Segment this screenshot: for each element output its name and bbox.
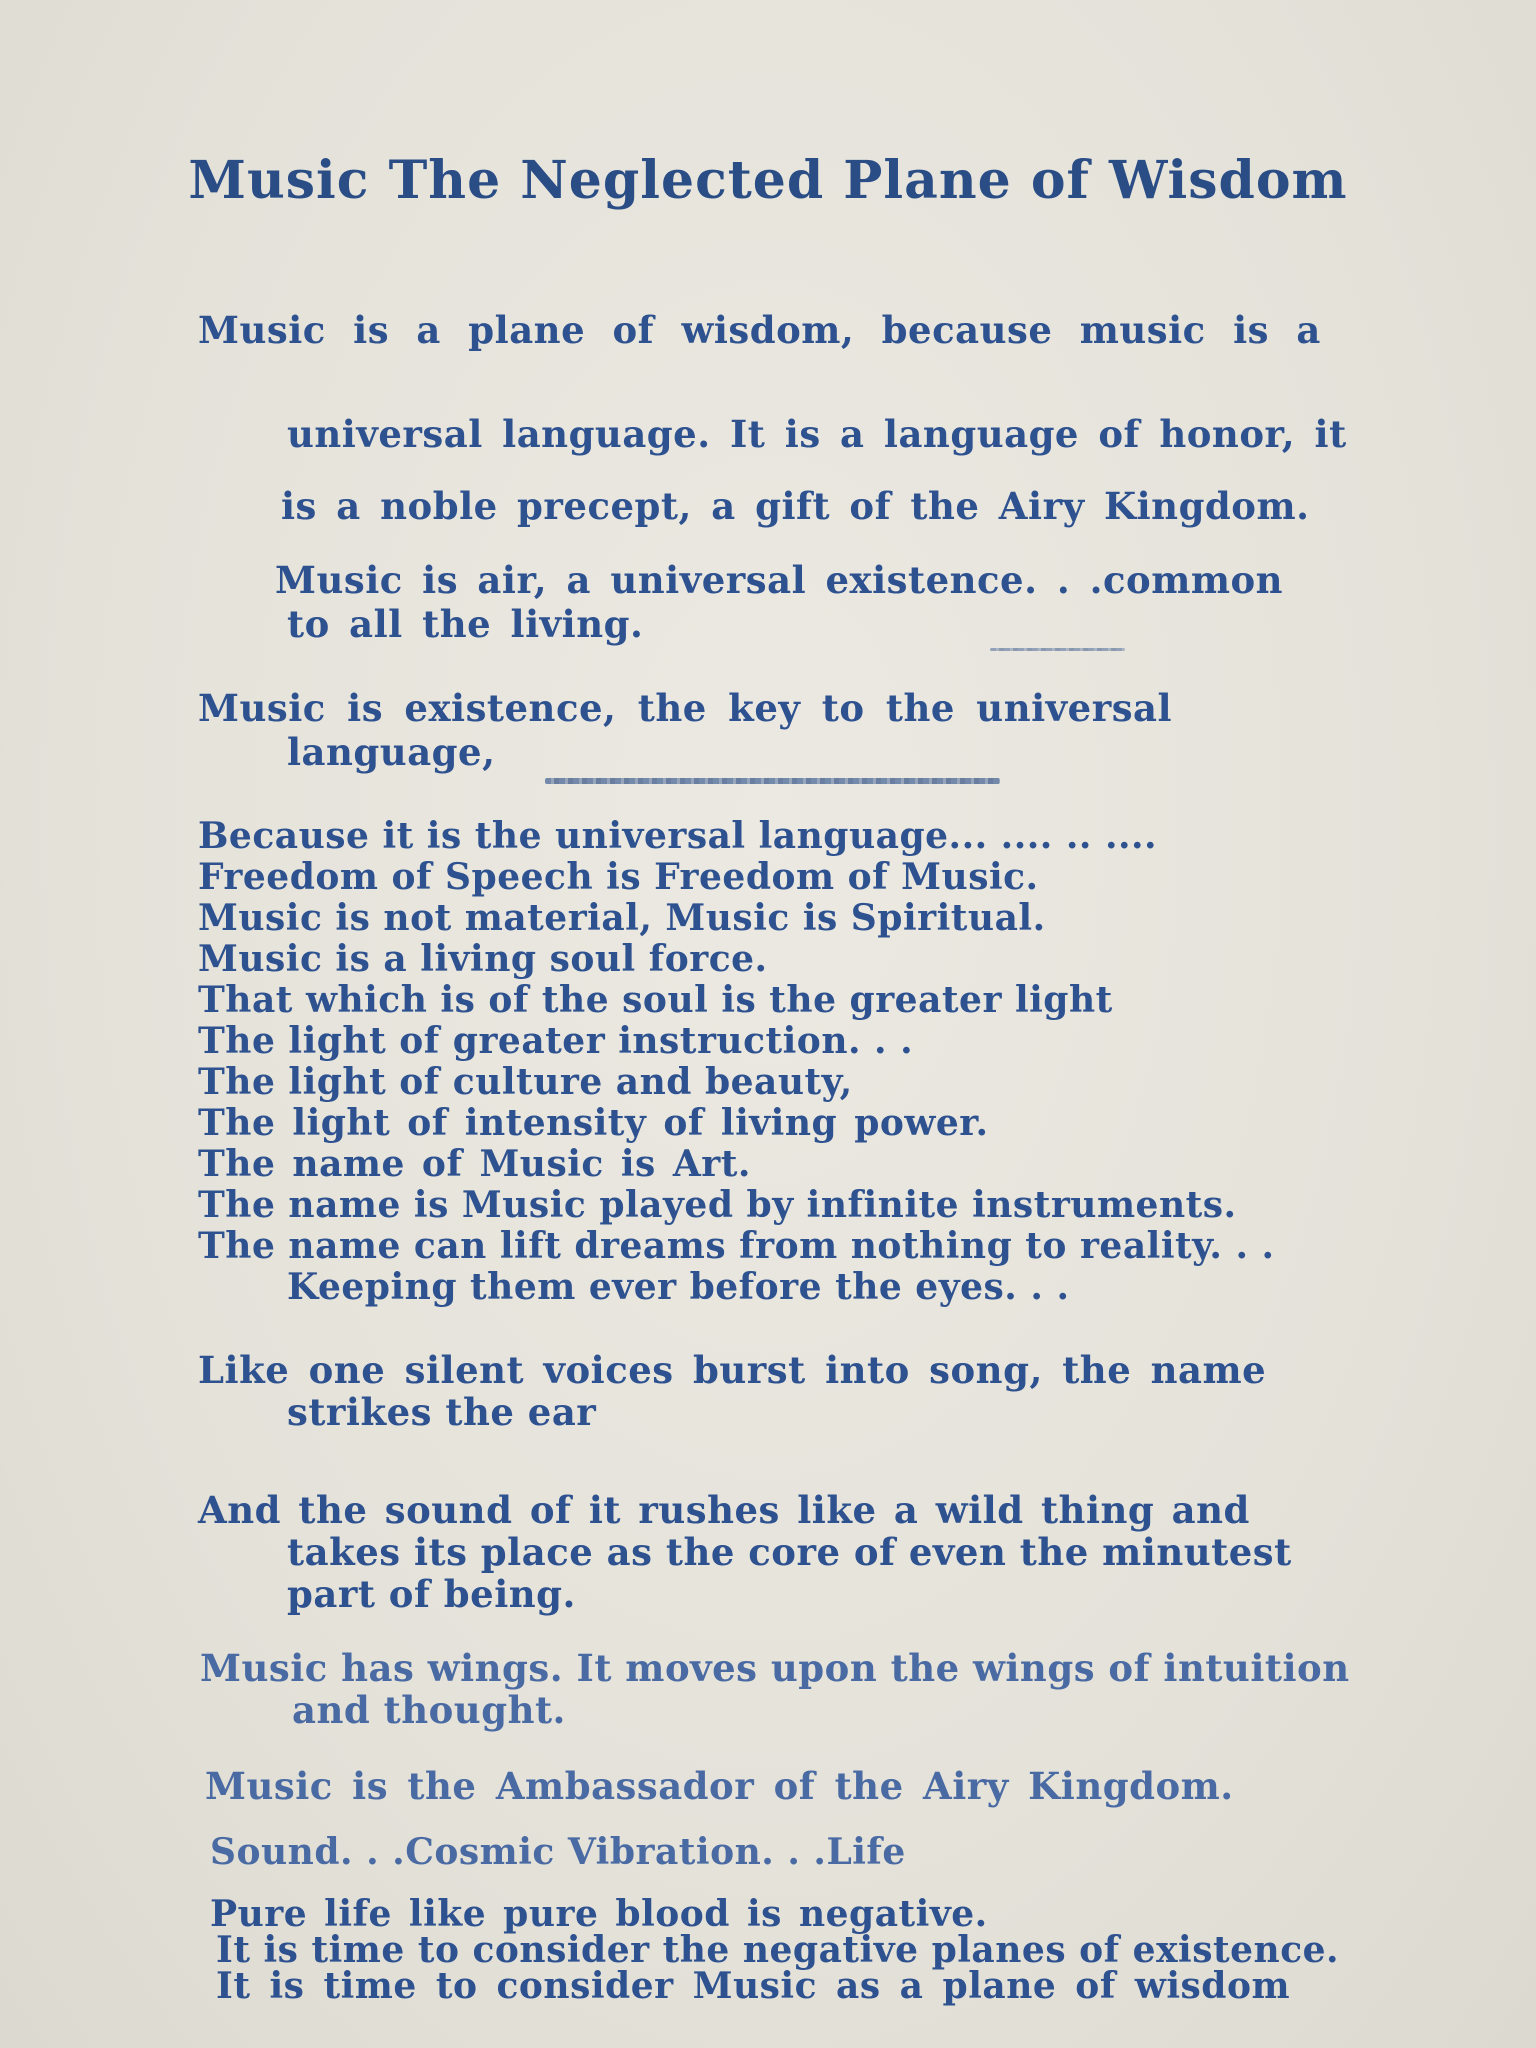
text-line: That which is of the soul is the greater light [198,979,1113,1021]
text-line: to all the living. [287,602,644,646]
text-line: And the sound of it rushes like a wild thing and [198,1488,1250,1532]
text-line: Music is air, a universal existence. . .common [275,558,1284,602]
text-line: It is time to consider Music as a plane of wisdom [216,1965,1291,2007]
text-line: Like one silent voices burst into song, the name [198,1348,1267,1392]
text-line: The light of intensity of living power. [198,1102,989,1144]
ink-underline-smudge [545,778,1000,784]
text-line: The name can lift dreams from nothing to reality. . . [198,1225,1275,1267]
text-line: Music is a living soul force. [198,938,768,980]
text-line: It is time to consider the negative planes of existence. [216,1929,1340,1971]
text-line: universal language. It is a language of honor, it [287,412,1347,456]
text-line: Keeping them ever before the eyes. . . [287,1266,1070,1308]
text-line: Music is the Ambassador of the Airy Kingdom. [205,1764,1234,1808]
text-line: Music has wings. It moves upon the wings of intuition [200,1646,1350,1690]
page-title: Music The Neglected Plane of Wisdom [188,150,1348,211]
text-line: part of being. [287,1572,576,1616]
text-line: Pure life like pure blood is negative. [210,1893,988,1935]
text-line: Music is not material, Music is Spiritual. [198,897,1046,939]
text-line: The light of culture and beauty, [198,1061,853,1103]
text-line: Music is a plane of wisdom, because music is a [198,308,1321,352]
text-line: strikes the ear [287,1390,597,1434]
text-line: language, [287,730,496,774]
text-line: is a noble precept, a gift of the Airy Kingdom. [281,484,1310,528]
text-line: The light of greater instruction. . . [198,1020,914,1062]
text-line: Because it is the universal language... .... .. .... [198,815,1158,857]
text-line: takes its place as the core of even the minutest [287,1530,1292,1574]
text-line: Sound. . .Cosmic Vibration. . .Life [210,1831,906,1873]
text-line: The name of Music is Art. [198,1143,751,1185]
text-line: Freedom of Speech is Freedom of Music. [198,856,1039,898]
ink-smudge [990,648,1125,651]
text-line: The name is Music played by infinite instruments. [198,1184,1237,1226]
text-line: Music is existence, the key to the universal [198,686,1173,730]
text-line: and thought. [292,1688,566,1732]
